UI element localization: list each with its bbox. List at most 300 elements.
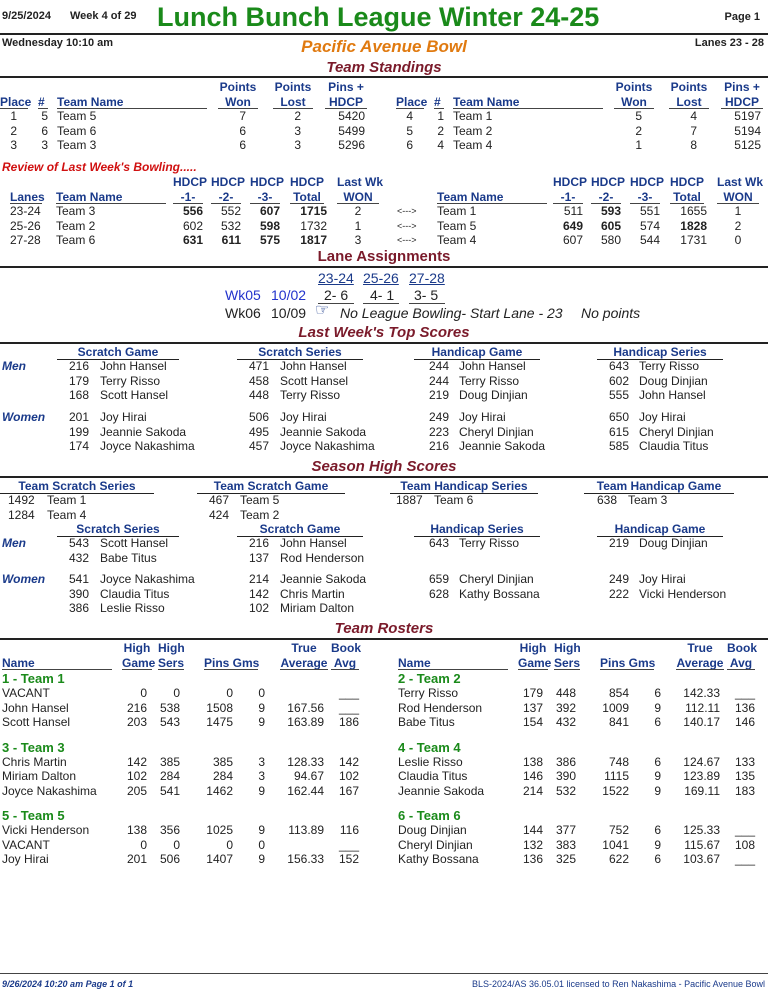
top-score-name: Cheryl Dinjian [639, 424, 714, 439]
standings-col-pins: Pins + [328, 80, 364, 94]
top-score-name: Jeannie Sakoda [280, 424, 367, 439]
season-team-col-header: Team Scratch Game [197, 479, 345, 494]
top-score-value: 506 [249, 410, 270, 424]
roster-header-underline [398, 669, 508, 670]
roster-team-name: 5 - Team 5 [2, 808, 65, 823]
top-score-name: Joyce Nakashima [280, 439, 375, 453]
review-game2: 580 [600, 233, 621, 247]
standings-col-place: Place [396, 95, 428, 109]
season-team-col-header: Team Handicap Series [390, 479, 538, 494]
roster-true-avg: 123.89 [683, 769, 720, 783]
review-col-header: HDCP [211, 175, 246, 189]
week-05-date: 10/02 [271, 287, 307, 303]
roster-high-game: 203 [126, 715, 147, 729]
season-team-score: 1492 [8, 493, 35, 507]
top-scores-col-header: Scratch Series [237, 345, 363, 360]
top-score-name: John Hansel [639, 388, 706, 402]
roster-header-underline [554, 669, 580, 670]
roster-book-avg: 186 [338, 715, 359, 729]
review-lanes: 23-24 [10, 204, 41, 218]
men-label: Men [2, 536, 26, 550]
review-col-header: -1- [180, 190, 196, 204]
top-score-value: 216 [69, 359, 90, 373]
roster-player-name: Miriam Dalton [2, 769, 77, 783]
roster-pins: 1475 [206, 715, 233, 729]
roster-col-pins-gms: Pins Gms [204, 656, 260, 670]
review-won: 1 [354, 218, 362, 233]
season-score: 386 [69, 601, 90, 615]
header-rule [0, 33, 768, 35]
review-title: Review of Last Week's Bowling..... [2, 160, 197, 174]
season-team-name: Team 1 [47, 493, 87, 507]
roster-book-avg: 152 [338, 852, 359, 866]
season-ind-col-header: Scratch Series [57, 522, 179, 537]
review-won: 0 [734, 233, 742, 247]
roster-col-name: Name [2, 656, 35, 670]
top-score-value: 216 [429, 439, 450, 453]
top-score-name: Joy Hirai [280, 410, 327, 424]
review-team-right: Team 5 [437, 218, 477, 233]
review-col-header: -1- [560, 190, 576, 204]
top-score-value: 650 [609, 410, 630, 424]
footer-timestamp: 9/26/2024 10:20 am Page 1 of 1 [2, 979, 134, 989]
season-score: 222 [609, 586, 630, 601]
review-total: 1731 [680, 233, 707, 247]
season-ind-col-header: Handicap Series [414, 522, 540, 537]
roster-games: 6 [654, 852, 661, 866]
roster-col-name: Name [398, 656, 431, 670]
season-team-score: 638 [597, 493, 618, 507]
week-05-pair: 3- 5 [414, 287, 439, 303]
roster-games: 9 [258, 700, 265, 715]
roster-true-avg: 103.67 [683, 852, 720, 866]
roster-header-underline [518, 669, 548, 670]
roster-book-avg: ___ [338, 837, 359, 852]
review-col-header: -3- [257, 190, 273, 204]
roster-book-avg: 108 [734, 837, 755, 852]
review-total: 1732 [300, 218, 327, 233]
roster-true-avg: 125.33 [683, 823, 720, 837]
review-vs-arrow: <---> [397, 206, 417, 216]
review-vs-arrow: <---> [397, 235, 417, 245]
standings-pins: 5499 [338, 123, 365, 138]
top-score-name: Jeannie Sakoda [100, 424, 187, 439]
review-team: Team 3 [56, 204, 96, 218]
season-high-rule [0, 476, 768, 478]
roster-high-game: 154 [522, 715, 543, 729]
roster-pins: 1025 [206, 823, 233, 837]
review-game3: 607 [259, 204, 280, 218]
roster-games: 3 [258, 769, 265, 783]
lanes-range: Lanes 23 - 28 [694, 37, 764, 49]
women-label: Women [2, 572, 46, 586]
roster-player-name: Jeannie Sakoda [398, 783, 485, 798]
review-won: 1 [734, 204, 742, 218]
standings-col-pins: Pins + [724, 80, 760, 94]
review-game1: 631 [182, 233, 203, 247]
standings-lost: 2 [294, 109, 301, 123]
roster-team-name: 6 - Team 6 [398, 808, 461, 823]
season-team-name: Team 6 [434, 493, 474, 507]
season-name: Vicki Henderson [639, 586, 727, 601]
roster-high-game: 216 [126, 700, 147, 715]
roster-col-high-game: Game [518, 656, 552, 670]
season-score: 219 [609, 536, 630, 550]
lane-pair-underline [409, 303, 445, 304]
roster-true-avg: 124.67 [683, 754, 720, 769]
standings-num: 4 [437, 138, 444, 152]
lane-pair-underline [363, 303, 399, 304]
season-name: Scott Hansel [100, 536, 169, 550]
standings-place: 2 [10, 123, 17, 138]
footer-rule [0, 973, 768, 974]
top-score-name: Jeannie Sakoda [459, 439, 546, 453]
roster-player-name: Vicki Henderson [2, 823, 90, 837]
roster-high-game: 138 [126, 823, 147, 837]
roster-book-avg: 135 [734, 769, 755, 783]
bowl-name: Pacific Avenue Bowl [301, 37, 467, 56]
standings-pins: 5420 [338, 109, 365, 123]
standings-lost: 8 [690, 138, 697, 152]
roster-true-avg: 94.67 [293, 769, 324, 783]
roster-col-true-avg: True [687, 641, 713, 655]
roster-games: 0 [258, 686, 265, 700]
footer-license: BLS-2024/AS 36.05.01 licensed to Ren Nakashima - Pacific Avenue Bowl [471, 979, 765, 989]
roster-book-avg: ___ [734, 823, 755, 837]
roster-games: 9 [258, 852, 265, 866]
top-score-value: 585 [609, 439, 630, 453]
season-team-col-header: Team Scratch Series [0, 479, 154, 494]
roster-true-avg: 167.56 [287, 700, 324, 715]
week-05-pair: 4- 1 [370, 287, 395, 303]
roster-player-name: Leslie Risso [398, 754, 463, 769]
roster-col-high-sers: Sers [554, 656, 581, 670]
standings-team: Team 1 [453, 109, 493, 123]
standings-pins: 5194 [734, 123, 761, 138]
season-score: 137 [249, 550, 270, 565]
season-score: 102 [249, 601, 270, 615]
standings-team: Team 2 [453, 123, 493, 138]
roster-games: 9 [654, 783, 661, 798]
roster-pins: 1508 [206, 700, 233, 715]
top-score-name: Scott Hansel [100, 388, 169, 402]
roster-col-true-avg: True [291, 641, 317, 655]
standings-col-team: Team Name [57, 95, 124, 109]
roster-col-high-game: High [519, 641, 547, 655]
standings-col-won: Won [621, 95, 647, 109]
standings-col-lost: Points [274, 80, 312, 94]
roster-true-avg: 113.89 [288, 823, 324, 837]
rosters-rule [0, 638, 768, 640]
review-col-header: Total [673, 190, 701, 204]
standings-won: 6 [239, 123, 246, 138]
season-score: 142 [249, 586, 270, 601]
roster-header-underline [727, 669, 755, 670]
roster-book-avg: 102 [338, 769, 359, 783]
season-team-score: 1284 [8, 507, 35, 522]
season-name: Jeannie Sakoda [280, 572, 367, 586]
review-col-header: HDCP [250, 175, 285, 189]
roster-pins: 748 [608, 754, 629, 769]
lane-assign-title: Lane Assignments [317, 248, 451, 265]
roster-header-underline [158, 669, 184, 670]
men-label: Men [2, 359, 26, 373]
review-col-header: Last Wk [337, 175, 384, 189]
review-team: Team 2 [56, 218, 96, 233]
roster-header-underline [122, 669, 152, 670]
pointing-hand-icon: ☞ [315, 302, 330, 319]
review-col-header: HDCP [173, 175, 208, 189]
top-scores-col-header: Handicap Series [597, 345, 723, 360]
roster-high-sers: 0 [173, 837, 180, 852]
standings-place: 4 [406, 109, 413, 123]
season-name: Rod Henderson [280, 550, 365, 565]
review-game3: 544 [639, 233, 660, 247]
standings-num: 5 [41, 109, 48, 123]
review-total: 1817 [300, 233, 327, 247]
top-score-value: 244 [429, 359, 450, 373]
roster-high-sers: 532 [555, 783, 576, 798]
roster-high-sers: 448 [555, 686, 576, 700]
standings-lost: 4 [690, 109, 697, 123]
season-score: 541 [69, 572, 90, 586]
season-name: Kathy Bossana [459, 586, 540, 601]
roster-header-underline [280, 669, 328, 670]
review-game2: 552 [220, 204, 241, 218]
standings-col-pins: HDCP [328, 95, 363, 109]
top-score-value: 179 [69, 373, 90, 388]
top-score-value: 219 [429, 388, 450, 402]
lane-pair-header: 25-26 [363, 270, 399, 286]
top-score-value: 643 [609, 359, 630, 373]
top-score-name: Joyce Nakashima [100, 439, 195, 453]
lane-pair-header: 27-28 [409, 270, 445, 286]
roster-player-name: John Hansel [2, 700, 69, 715]
roster-high-sers: 325 [555, 852, 576, 866]
season-score: 432 [69, 550, 90, 565]
lane-assign-rule [0, 266, 768, 268]
season-team-name: Team 3 [628, 493, 668, 507]
week-06-note: No League Bowling- Start Lane - 23 [340, 305, 563, 321]
top-scores-col-header: Handicap Game [414, 345, 540, 360]
roster-pins: 385 [212, 754, 233, 769]
standings-pins: 5125 [734, 138, 761, 152]
review-game3: 575 [259, 233, 280, 247]
review-game3: 574 [639, 218, 660, 233]
season-score: 643 [429, 536, 450, 550]
standings-col-num: # [38, 95, 45, 109]
roster-high-game: 201 [126, 852, 147, 866]
roster-col-high-sers: Sers [158, 656, 185, 670]
top-scores-col-header: Scratch Game [57, 345, 179, 360]
roster-high-sers: 392 [555, 700, 576, 715]
season-name: Cheryl Dinjian [459, 572, 534, 586]
standings-rule [0, 76, 768, 78]
season-score: 214 [249, 572, 270, 586]
roster-player-name: Claudia Titus [398, 769, 468, 783]
standings-col-lost: Lost [676, 95, 702, 109]
roster-true-avg: 112.11 [685, 700, 720, 715]
standings-place: 3 [10, 138, 17, 152]
roster-high-sers: 385 [159, 754, 180, 769]
roster-player-name: VACANT [2, 686, 50, 700]
top-score-value: 174 [69, 439, 90, 453]
week-indicator: Week 4 of 29 [70, 10, 137, 22]
roster-player-name: Kathy Bossana [398, 852, 479, 866]
standings-title: Team Standings [326, 59, 442, 76]
roster-book-avg: 116 [339, 823, 359, 837]
review-col-header: -2- [218, 190, 234, 204]
top-score-value: 448 [249, 388, 270, 402]
roster-header-underline [331, 669, 359, 670]
roster-book-avg: ___ [734, 686, 755, 700]
roster-player-name: Scott Hansel [2, 715, 71, 729]
standings-num: 1 [437, 109, 444, 123]
standings-lost: 3 [294, 123, 301, 138]
season-name: Claudia Titus [100, 586, 170, 601]
standings-place: 5 [406, 123, 413, 138]
roster-player-name: Doug Dinjian [398, 823, 467, 837]
roster-games: 9 [258, 715, 265, 729]
standings-col-pins: HDCP [724, 95, 759, 109]
roster-games: 6 [654, 754, 661, 769]
top-score-name: Cheryl Dinjian [459, 424, 534, 439]
roster-high-game: 146 [522, 769, 543, 783]
review-vs-arrow: <---> [397, 220, 417, 231]
roster-games: 9 [258, 783, 265, 798]
review-lanes: 25-26 [10, 218, 41, 233]
top-score-name: Doug Dinjian [459, 388, 528, 402]
standings-won: 7 [239, 109, 246, 123]
review-total: 1655 [680, 204, 707, 218]
season-team-name: Team 2 [240, 507, 280, 522]
review-lanes: 27-28 [10, 233, 41, 247]
season-team-name: Team 5 [240, 493, 280, 507]
season-high-title: Season High Scores [311, 458, 457, 475]
roster-col-book-avg: Book [727, 641, 757, 655]
standings-col-lost: Points [670, 80, 708, 94]
standings-col-won: Won [225, 95, 251, 109]
review-game1: 556 [182, 204, 203, 218]
season-name: Chris Martin [280, 586, 345, 601]
review-won: 2 [354, 204, 362, 218]
roster-pins: 1115 [604, 769, 629, 783]
review-col-header: HDCP [553, 175, 588, 189]
top-score-name: Doug Dinjian [639, 373, 708, 388]
roster-book-avg: ___ [338, 686, 359, 700]
roster-col-true-avg: Average [676, 656, 724, 670]
top-score-name: Joy Hirai [459, 410, 506, 424]
week-06-date: 10/09 [271, 305, 307, 321]
roster-high-sers: 0 [173, 686, 180, 700]
roster-games: 0 [258, 837, 265, 852]
standings-won: 5 [635, 109, 642, 123]
review-col-header: HDCP [290, 175, 325, 189]
roster-high-game: 144 [522, 823, 543, 837]
roster-high-game: 0 [140, 686, 147, 700]
review-game2: 532 [220, 218, 241, 233]
season-name: Terry Risso [459, 536, 520, 550]
roster-high-sers: 383 [555, 837, 576, 852]
roster-team-name: 1 - Team 1 [2, 671, 65, 686]
review-col-header: -3- [637, 190, 653, 204]
top-score-value: 249 [429, 410, 450, 424]
roster-high-game: 142 [126, 754, 147, 769]
standings-place: 6 [406, 138, 413, 152]
review-game1: 602 [182, 218, 203, 233]
review-col-header: Total [293, 190, 321, 204]
roster-games: 6 [654, 686, 661, 700]
season-name: Miriam Dalton [280, 601, 355, 615]
roster-pins: 0 [226, 837, 233, 852]
season-ind-col-header: Handicap Game [597, 522, 723, 537]
lane-pair-header: 23-24 [318, 270, 354, 286]
roster-high-game: 132 [522, 837, 543, 852]
season-name: John Hansel [280, 536, 347, 550]
roster-pins: 1041 [602, 837, 629, 852]
roster-player-name: Rod Henderson [398, 700, 483, 715]
standings-won: 1 [635, 138, 642, 152]
roster-high-game: 214 [522, 783, 543, 798]
roster-true-avg: 140.17 [683, 715, 720, 729]
season-name: Doug Dinjian [639, 536, 708, 550]
roster-col-high-sers: High [158, 641, 185, 655]
standings-lost: 3 [294, 138, 301, 152]
standings-num: 3 [41, 138, 48, 152]
review-team-right: Team 4 [437, 233, 477, 247]
roster-col-pins-gms: Pins Gms [600, 656, 656, 670]
season-team-score: 467 [209, 493, 230, 507]
season-name: Babe Titus [100, 550, 157, 565]
roster-games: 9 [258, 823, 265, 837]
week-05-label: Wk05 [225, 287, 261, 303]
top-score-name: Terry Risso [459, 373, 520, 388]
roster-high-sers: 356 [159, 823, 180, 837]
standings-lost: 7 [690, 123, 697, 138]
roster-pins: 622 [608, 852, 629, 866]
roster-col-high-game: High [123, 641, 151, 655]
roster-high-sers: 543 [159, 715, 180, 729]
page-number: Page 1 [724, 11, 760, 23]
standings-col-team: Team Name [453, 95, 520, 109]
top-score-name: Terry Risso [100, 373, 161, 388]
roster-player-name: Chris Martin [2, 754, 67, 769]
season-score: 390 [69, 586, 90, 601]
roster-book-avg: 133 [734, 754, 755, 769]
top-score-value: 615 [609, 424, 630, 439]
season-name: Leslie Risso [100, 601, 165, 615]
roster-high-sers: 432 [555, 715, 576, 729]
league-title: Lunch Bunch League Winter 24-25 [157, 2, 600, 32]
roster-true-avg: 162.44 [287, 783, 324, 798]
season-team-col-header: Team Handicap Game [584, 479, 734, 494]
roster-high-game: 137 [522, 700, 543, 715]
standings-team: Team 3 [57, 138, 97, 152]
roster-pins: 1462 [206, 783, 233, 798]
roster-high-game: 102 [126, 769, 147, 783]
review-game1: 511 [563, 204, 583, 218]
standings-col-lost: Lost [280, 95, 306, 109]
roster-high-sers: 390 [555, 769, 576, 783]
roster-team-name: 4 - Team 4 [398, 739, 461, 755]
review-game2: 611 [221, 233, 241, 247]
standings-col-place: Place [0, 95, 32, 109]
roster-book-avg: ___ [338, 700, 359, 715]
standings-team: Team 6 [57, 123, 97, 138]
roster-col-book-avg: Book [331, 641, 361, 655]
standings-won: 6 [239, 138, 246, 152]
standings-col-num: # [434, 95, 441, 109]
